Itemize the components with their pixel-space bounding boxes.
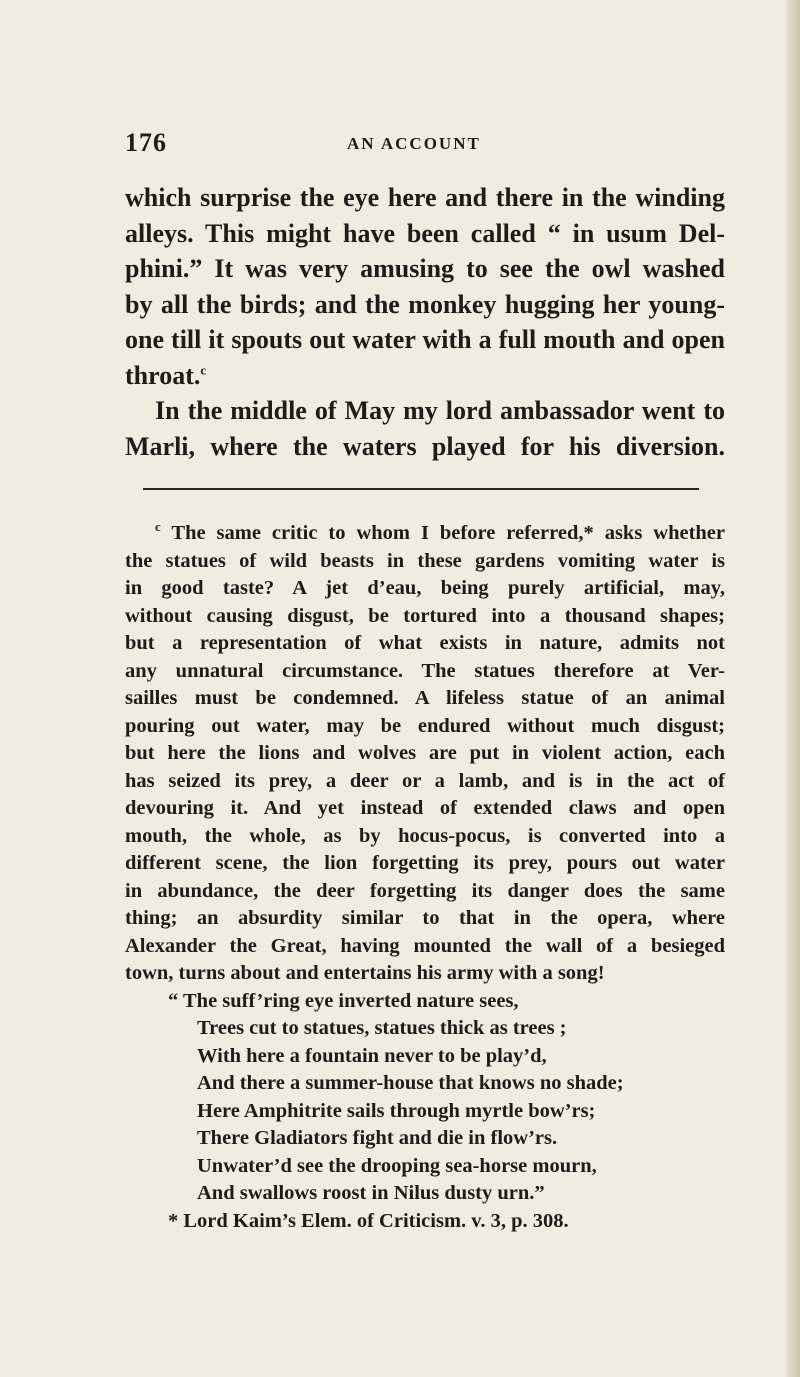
body-line: In the middle of May my lord ambassador went to — [155, 396, 725, 425]
footnote-line: without causing disgust, be tortured into a thousand shapes; — [125, 604, 725, 627]
page-number: 176 — [125, 128, 167, 157]
verse-line: Trees cut to statues, statues thick as trees ; — [197, 1017, 567, 1039]
footnote-line: in abundance, the deer forgetting its danger does the same — [125, 879, 725, 902]
verse-line: Here Amphitrite sails through myrtle bow’rs; — [197, 1099, 596, 1122]
footnote-line: sailles must be condemned. A lifeless statue of an animal — [125, 687, 725, 709]
body-line: which surprise the eye here and there in the winding — [125, 183, 725, 212]
body-line: by all the birds; and the monkey hugging her young- — [125, 289, 725, 319]
footnote-line: town, turns about and entertains his army with a song! — [125, 962, 605, 984]
footnote-line: thing; an absurdity similar to that in the opera, where — [125, 907, 725, 929]
page-header — [125, 128, 705, 162]
verse-line: And there a summer-house that knows no shade; — [197, 1072, 624, 1094]
footnote-line: devouring it. And yet instead of extended claws and open — [125, 797, 725, 819]
body-line: phini.” It was very amusing to see the owl washed — [125, 254, 725, 283]
footnote-line: any unnatural circumstance. The statues therefore at Ver- — [125, 659, 725, 682]
verse-line: There Gladiators fight and die in flow’rs. — [197, 1127, 558, 1149]
footnote-marker: c — [155, 519, 161, 535]
footnote-line: different scene, the lion forgetting its prey, pours out water — [125, 852, 725, 874]
footnote — [125, 520, 725, 1235]
body-line — [125, 358, 725, 394]
body-line-text: throat. — [125, 360, 201, 390]
body-text — [125, 180, 725, 464]
footnote-line: but here the lions and wolves are put in violent action, each — [125, 742, 725, 764]
citation-reference: * Lord Kaim’s Elem. of Criticism. v. 3, p. 308. — [168, 1209, 569, 1232]
verse-line: With here a fountain never to be play’d, — [197, 1044, 547, 1067]
footnote-line: mouth, the whole, as by hocus-pocus, is converted into a — [125, 824, 725, 847]
footnote-line: has seized its prey, a deer or a lamb, and is in the act of — [125, 769, 725, 792]
footnote-reference-marker: c — [200, 361, 207, 377]
body-line: one till it spouts out water with a full mouth and open — [125, 325, 725, 354]
footnote-line: in good taste? A jet d’eau, being purely artificial, may, — [125, 577, 725, 599]
page-edge — [786, 0, 800, 1377]
footnote-line: pouring out water, may be endured without much disgust; — [125, 714, 725, 737]
footnote-line-text: The same critic to whom I before referred,* asks whether — [171, 522, 725, 544]
body-line: alleys. This might have been called “ in usum Del- — [125, 218, 725, 248]
footnote-line: Alexander the Great, having mounted the wall of a besieged — [125, 934, 725, 957]
footnote-line: but a representation of what exists in nature, admits not — [125, 632, 725, 654]
verse-line: “ The suff’ring eye inverted nature sees, — [168, 989, 519, 1012]
body-line: Marli, where the waters played for his diversion. — [125, 431, 725, 461]
footnote-line: the statues of wild beasts in these gardens vomiting water is — [125, 549, 725, 572]
footnote-line — [125, 520, 725, 548]
footnote-rule — [143, 488, 699, 490]
verse-line: And swallows roost in Nilus dusty urn.” — [197, 1182, 545, 1204]
verse-line: Unwater’d see the drooping sea-horse mourn, — [197, 1154, 597, 1177]
running-head: AN ACCOUNT — [347, 134, 481, 153]
